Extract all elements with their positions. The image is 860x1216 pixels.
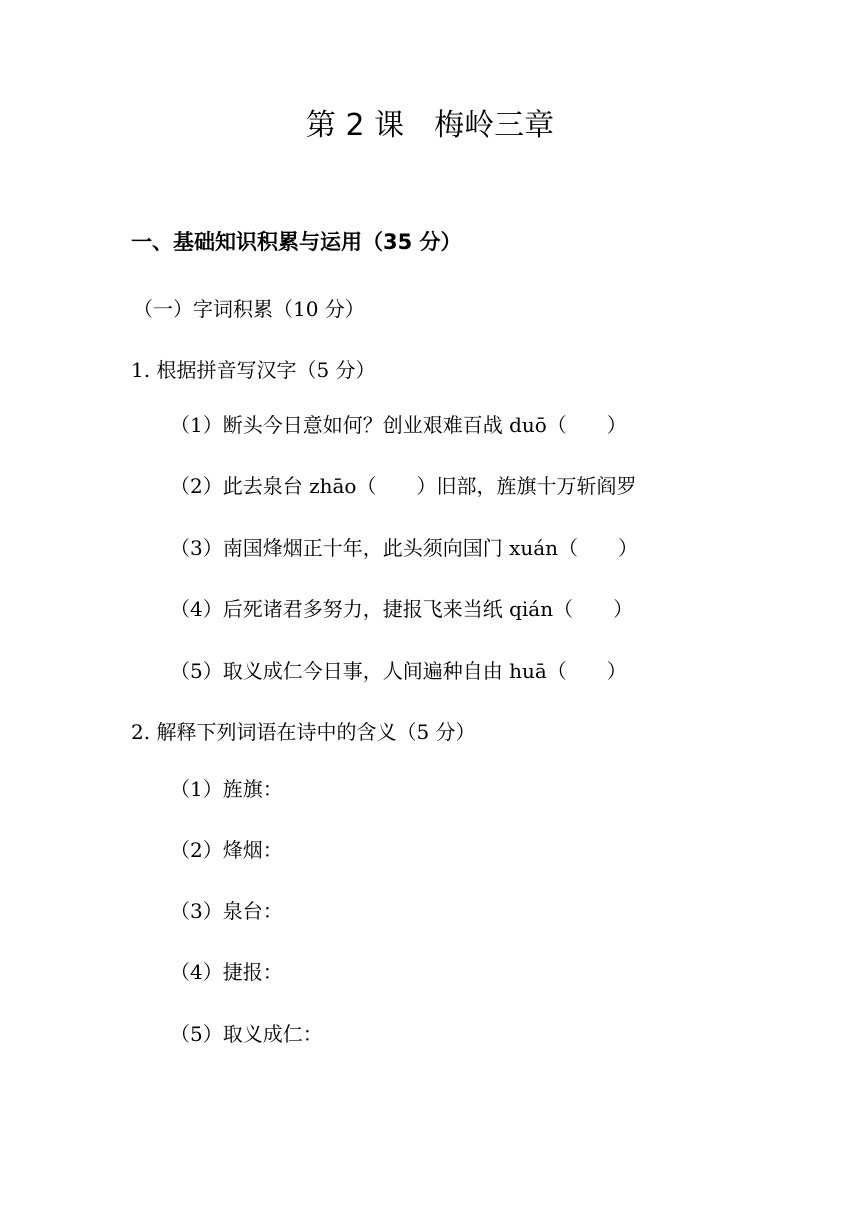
question-2-item-3: （3）泉台： <box>170 899 283 923</box>
question-1-item-5: （5）取义成仁今日事，人间遍种自由 huā（ ） <box>170 659 627 683</box>
page-title: 第 2 课 梅岭三章 <box>305 108 555 143</box>
subsection-heading: （一）字词积累（10 分） <box>133 297 365 321</box>
question-1-stem: 1. 根据拼音写汉字（5 分） <box>131 358 376 382</box>
question-2-item-2: （2）烽烟： <box>170 838 283 862</box>
question-1-item-4: （4）后死诸君多努力，捷报飞来当纸 qián（ ） <box>170 597 634 621</box>
question-2-stem: 2. 解释下列词语在诗中的含义（5 分） <box>131 720 476 744</box>
question-2-item-1: （1）旌旗： <box>170 777 283 801</box>
question-2-item-5: （5）取义成仁： <box>170 1022 323 1046</box>
question-1-item-1: （1）断头今日意如何？创业艰难百战 duō（ ） <box>170 413 627 437</box>
question-1-item-2: （2）此去泉台 zhāo（ ）旧部，旌旗十万斩阎罗 <box>170 474 637 498</box>
section-heading: 一、基础知识积累与运用（35 分） <box>131 230 462 254</box>
question-2-item-4: （4）捷报： <box>170 960 283 984</box>
question-1-item-3: （3）南国烽烟正十年，此头须向国门 xuán（ ） <box>170 536 639 560</box>
